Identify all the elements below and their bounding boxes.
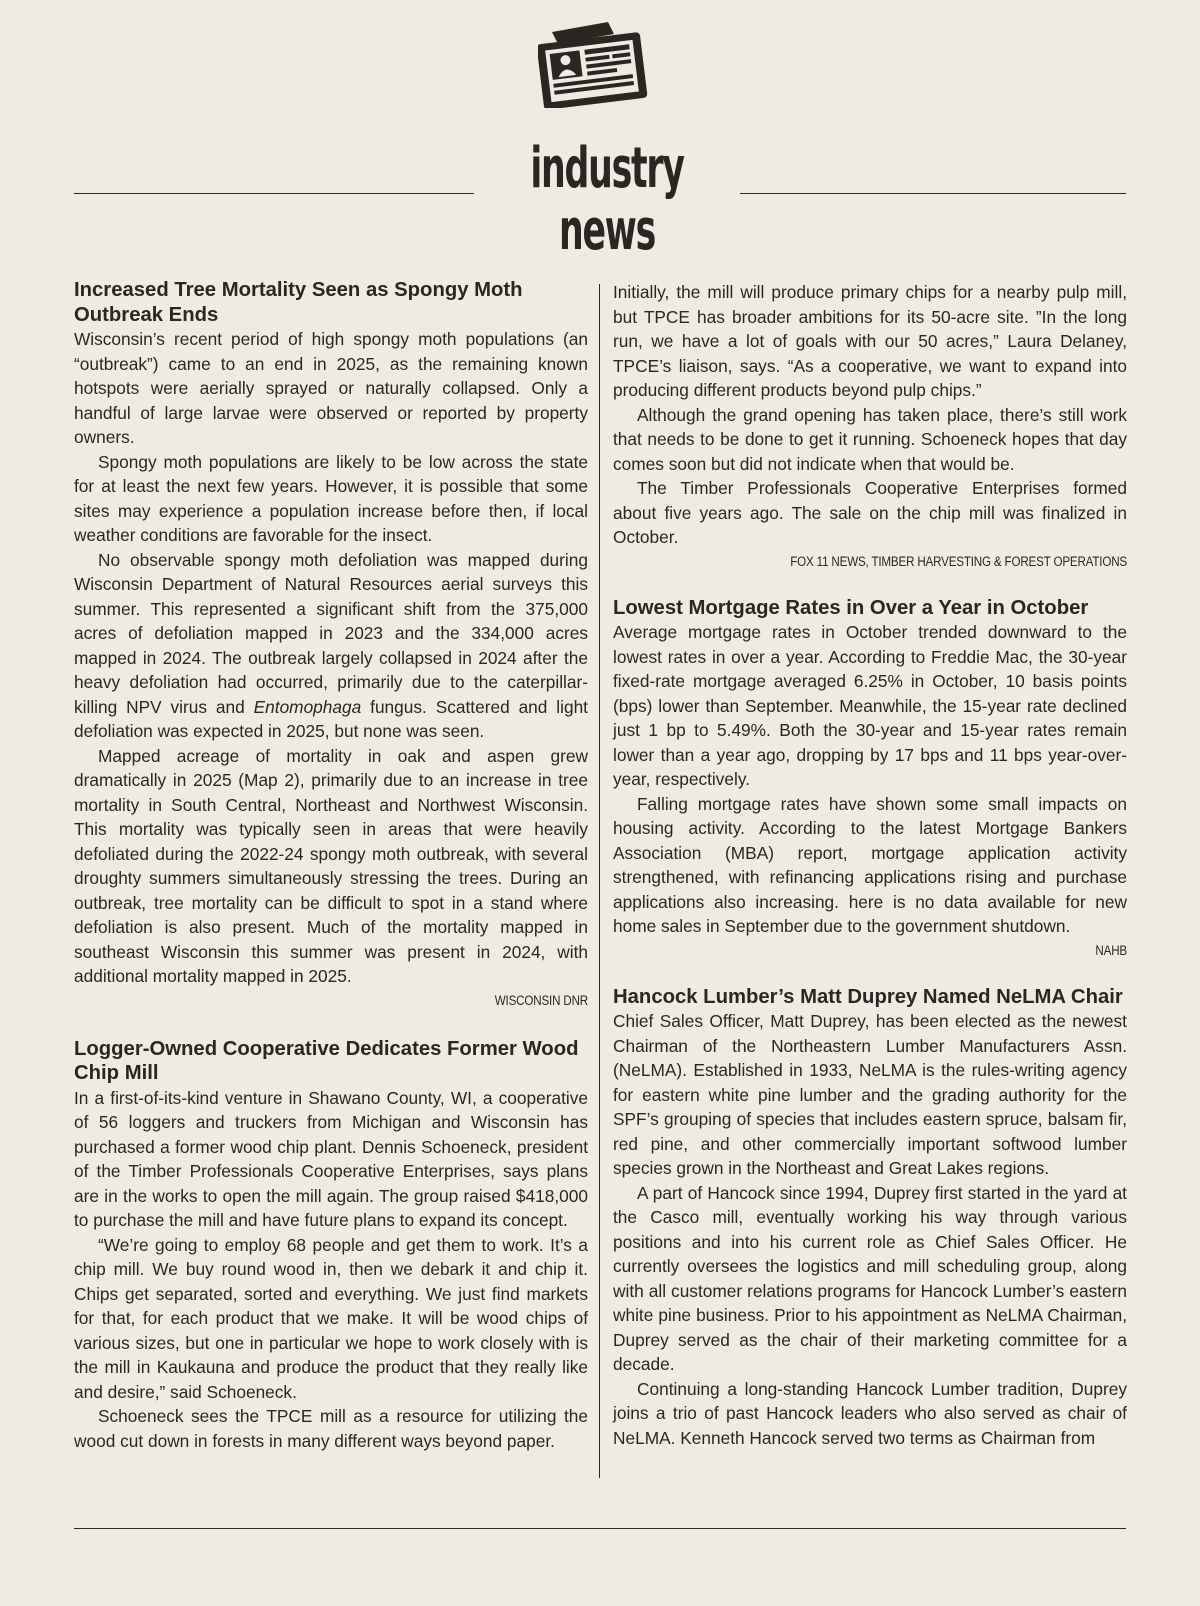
article-headline: Hancock Lumber’s Matt Duprey Named NeLMA Chair <box>613 985 1123 1008</box>
species-name: Entomophaga <box>253 696 362 717</box>
article-source: NAHB <box>1095 942 1127 958</box>
column-divider <box>599 284 600 1478</box>
section-title: industry news <box>530 136 684 263</box>
article-paragraph: Spongy moth populations are likely to be low across the state for at least the next few years. However, it is possible that some sites may experience a population increase before then, if local weather conditions are favorable for the insect. <box>74 451 588 545</box>
title-rule-right <box>740 193 1126 194</box>
article-paragraph: The Timber Professionals Cooperative Enterprises formed about five years ago. The sale on the chip mill was finalized in October. <box>613 478 1127 547</box>
article-paragraph: Falling mortgage rates have shown some small impacts on housing activity. According to the latest Mortgage Bankers Association (MBA) report, mortgage application activity strengthened, with refinancing applications rising and purchase applications also increasing. here is no data available for new home sales in September due to the government shutdown. <box>613 793 1127 936</box>
article-paragraph: Mapped acreage of mortality in oak and aspen grew dramatically in 2025 (Map 2), primarily due to an increase in tree mortality in South Central, Northeast and Northwest Wisconsin. This mortality was typically seen in areas that were heavily defoliated during the 2022-24 spongy moth outbreak, with several droughty summers simultaneously stressing the trees. During an outbreak, tree mortality can be difficult to spot in a stand where defoliation is also present. Much of the mortality mapped in southeast Wisconsin this summer was present in 2024, with additional mortality mapped in 2025. <box>74 745 588 986</box>
article-paragraph: Chief Sales Officer, Matt Duprey, has been elected as the newest Chairman of the Northeastern Lumber Manufacturers Assn. (NeLMA). Established in 1933, NeLMA is the rules-writing agency for eastern white pine lumber and the grading authority for the SPF’s grouping of species that includes eastern spruce, balsam fir, red pine, and other commercially important softwood lumber species grown in the Northeast and Great Lakes regions. <box>613 1011 1127 1178</box>
masthead <box>0 0 1200 263</box>
article-paragraph: “We’re going to employ 68 people and get them to work. It’s a chip mill. We buy round wood in, then we debark it and chip it. Chips get separated, sorted and everything. We just find markets for that, for each product that we make. It will be wood chips of various sizes, but one in particular we hope to work closely with is the mill in Kaukauna and produce the product that they really like and desire,” said Schoeneck. <box>74 1234 588 1402</box>
article-chip-mill <box>74 1037 588 1454</box>
article-paragraph: Although the grand opening has taken place, there’s still work that needs to be done to get it running. Schoeneck hopes that day comes soon but did not indicate when that would be. <box>613 404 1127 474</box>
title-rule-left <box>74 193 474 194</box>
article-headline: Increased Tree Mortality Seen as Spongy Moth Outbreak Ends <box>74 279 523 326</box>
article-nelma-chair <box>613 985 1127 1451</box>
article-paragraph <box>74 548 588 744</box>
article-paragraph: Initially, the mill will produce primary chips for a nearby pulp mill, but TPCE has broader ambitions for its 50-acre site. ”In the long run, we have a lot of goals with our 50 acres,” Laura Delaney, TPCE’s liaison, says. “As a cooperative, we want to expand into producing different products beyond pulp chips.” <box>613 282 1127 400</box>
article-headline: Lowest Mortgage Rates in Over a Year in October <box>613 596 1089 619</box>
right-column <box>613 280 1127 1450</box>
article-paragraph: Average mortgage rates in October trended downward to the lowest rates in over a year. According to Freddie Mac, the 30-year fixed-rate mortgage averaged 6.25% in October, 10 basis points (bps) lower than September. Meanwhile, the 15-year rate declined just 1 bp to 5.49%. Both the 30-year and 15-year rates remain lower than a year ago, dropping by 17 bps and 11 bps year-over-year, respectively. <box>613 622 1127 789</box>
article-paragraph: In a first-of-its-kind venture in Shawano County, WI, a cooperative of 56 loggers and truckers from Michigan and Wisconsin has purchased a former wood chip plant. Dennis Schoeneck, president of the Timber Professionals Cooperative Enterprises, says plans are in the works to open the mill again. The group raised $418,000 to purchase the mill and have future plans to expand its concept. <box>74 1087 588 1230</box>
article-mortgage-rates <box>613 596 1127 963</box>
newspaper-icon <box>538 22 662 108</box>
article-paragraph: Schoeneck sees the TPCE mill as a resource for utilizing the wood cut down in forests in many different ways beyond paper. <box>74 1406 588 1451</box>
article-headline: Logger-Owned Cooperative Dedicates Former Wood Chip Mill <box>74 1037 579 1084</box>
paragraph-text: fungus. Scattered and light defoliation was expected in 2025, but none was seen. <box>74 696 588 741</box>
article-paragraph: Wisconsin’s recent period of high spongy moth populations (an “outbreak”) came to an end in 2025, as the remaining known hotspots were aerially sprayed or naturally collapsed. Only a handful of large larvae were observed or reported by property owners. <box>74 329 588 447</box>
article-paragraph: Continuing a long-standing Hancock Lumber tradition, Duprey joins a trio of past Hancock leaders who also served as chair of NeLMA. Kenneth Hancock served two terms as Chairman from <box>613 1378 1127 1448</box>
left-column <box>74 278 588 1453</box>
footer-rule <box>74 1528 1126 1529</box>
article-paragraph: A part of Hancock since 1994, Duprey first started in the yard at the Casco mill, eventually working his way through various positions and into his current role as Chief Sales Officer. He currently oversees the logistics and mill scheduling group, along with all customer relations programs for Hancock Lumber’s eastern white pine business. Prior to his appointment as NeLMA Chairman, Duprey served as the chair of their marketing committee for a decade. <box>613 1182 1127 1374</box>
article-source: WISCONSIN DNR <box>494 992 588 1008</box>
article-spongy-moth <box>74 278 588 1013</box>
article-chip-mill-continued <box>613 280 1127 574</box>
paragraph-text: No observable spongy moth defoliation was mapped during Wisconsin Department of Natural Resources aerial surveys this summer. This represented a significant shift from the 375,000 acres of defoliation mapped in 2023 and the 334,000 acres mapped in 2024. The outbreak largely collapsed in 2024 after the heavy defoliation had occurred, primarily due to the caterpillar-killing NPV virus and <box>74 549 588 717</box>
section-title-row <box>74 136 1126 263</box>
article-source: FOX 11 NEWS, TIMBER HARVESTING & FOREST OPERATIONS <box>790 553 1127 569</box>
